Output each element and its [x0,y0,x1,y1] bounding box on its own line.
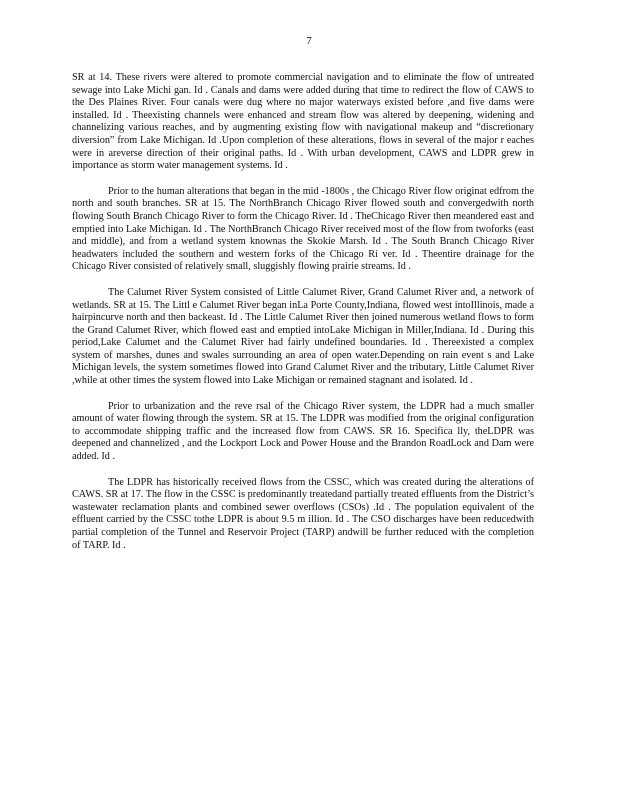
paragraph-2: Prior to the human alterations that began in the mid -1800s , the Chicago River flow originat edfrom the north and south branches. SR at 15. The NorthBranch Chicago River flowed south and convergedwith north flowing South Branch Chicago River to form the Chicago River. Id . TheChicago River then meandered east and emptied into Lake Michigan. Id . The NorthBranch Chicago River received most of the flow from twoforks (east and middle), and from a wetland system knownas the Skokie Marsh. Id . The South Branch Chicago River headwaters included the southern and western forks of the Chicago Ri ver. Id . Theentire drainage for the Chicago River consisted of relatively small, sluggishly flowing prairie streams. Id . [72,185,534,273]
paragraph-1: SR at 14. These rivers were altered to promote commercial navigation and to eliminate the flow of untreated sewage into Lake Michi gan. Id . Canals and dams were added during that time to redirect the flow of CAWS to the Des Plaines River. Four canals were dug where no major waterways existed before ,and five dams were installed. Id . Theexisting channels were enhanced and stream flow was altered by deepening, widening and channelizing various reaches, and by augmenting existing flow with navigational makeup and “discretionary diversion” from Lake Michigan. Id .Upon completion of these alterations, flows in several of the major r eaches were in areverse direction of their original paths. Id . With urban development, CAWS and LDPR grew in importance as storm water management systems. Id . [72,72,534,172]
body-text [72,72,534,565]
paragraph-5: The LDPR has historically received flows from the CSSC, which was created during the alterations of CAWS. SR at 17. The flow in the CSSC is predominantly treatedand partially treated effluents from the District’s wastewater reclamation plants and combined sewer overflows (CSOs) .Id . The population equivalent of the effluent carried by the CSSC tothe LDPR is about 9.5 m illion. Id . The CSO discharges have been reducedwith partial completion of the Tunnel and Reservoir Project (TARP) andwill be further reduced with the completion of TARP. Id . [72,476,534,551]
page-number: 7 [306,35,312,47]
paragraph-3: The Calumet River System consisted of Little Calumet River, Grand Calumet River and, a network of wetlands. SR at 15. The Littl e Calumet River began inLa Porte County,Indiana, flowed west intoIllinois, made a hairpincurve north and then backeast. Id . The Little Calumet River then joined numerous wetland flows to form the Grand Calumet River, which flowed east and emptied intoLake Michigan in Miller,Indiana. Id . During this period,Lake Calumet and the Calumet River had fairly undefined boundaries. Id . Thereexisted a complex system of marshes, dunes and swales surrounding an area of open water.Depending on rain event s and Lake Michigan levels, the system sometimes flowed into Grand Calumet River and the tributary, Little Calumet River ,while at other times the system flowed into Lake Michigan or remained stagnant and isolated. Id . [72,286,534,387]
paragraph-4: Prior to urbanization and the reve rsal of the Chicago River system, the LDPR had a much smaller amount of water flowing through the system. SR at 15. The LDPR was modified from the original configuration to accommodate shipping traffic and the increased flow from CAWS. SR 16. Specifica lly, theLDPR was deepened and channelized , and the Lockport Lock and Power House and the Brandon RoadLock and Dam were added. Id . [72,400,534,463]
